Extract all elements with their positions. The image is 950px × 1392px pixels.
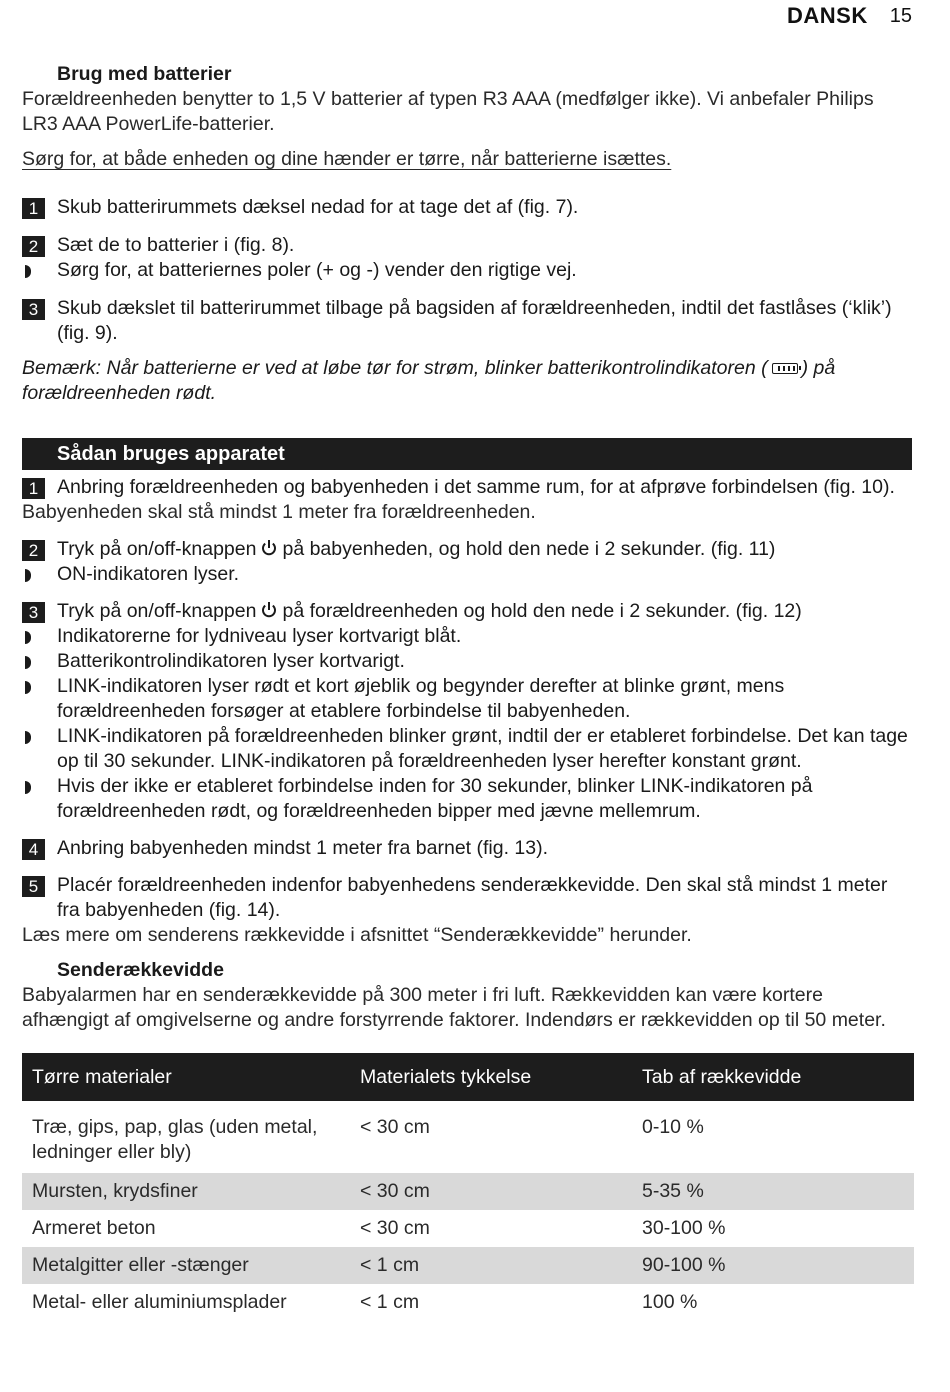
usage-step-5 xyxy=(22,873,912,923)
power-icon xyxy=(261,539,277,557)
table-row xyxy=(22,1284,914,1321)
language-label: DANSK xyxy=(787,3,868,28)
range-intro: Babyalarmen har en senderækkevidde på 300 meter i fri luft. Rækkevidden kan være kortere afhængigt af omgivelserne og andre forstyrrende faktorer. Indendørs er rækkevidden op til 50 meter. xyxy=(22,984,886,1031)
bullet-text: Batterikontrolindikatoren lyser kortvarigt. xyxy=(57,650,405,672)
step-text: Anbring babyenheden mindst 1 meter fra barnet (fig. 13). xyxy=(57,837,549,859)
usage-step-5-note: Læs mere om senderens rækkevidde i afsnittet “Senderækkevidde” herunder. xyxy=(22,924,692,946)
page-header xyxy=(787,0,950,32)
step-text: Anbring forældreenheden og babyenheden i det samme rum, for at afprøve forbindelsen (fig. 10). xyxy=(57,476,895,498)
table-row xyxy=(22,1210,914,1247)
usage-step-3 xyxy=(22,599,912,624)
table-cell: Træ, gips, pap, glas (uden metal, ledninger eller bly) xyxy=(32,1116,318,1163)
range-table xyxy=(22,1053,914,1321)
table-cell: Mursten, krydsfiner xyxy=(22,1173,350,1210)
table-cell: < 30 cm xyxy=(350,1173,632,1210)
table-cell: 100 % xyxy=(642,1291,698,1313)
bullet-marker-icon xyxy=(25,681,31,694)
table-row xyxy=(22,1101,914,1173)
battery-step-1 xyxy=(22,195,912,220)
table-cell: Metalgitter eller -stænger xyxy=(22,1247,350,1284)
usage-step-3-bullet xyxy=(22,674,912,724)
column-header: Tørre materialer xyxy=(22,1053,350,1101)
usage-section-heading: Sådan bruges apparatet xyxy=(22,438,912,470)
usage-step-3-bullet xyxy=(22,624,912,649)
step-number: 3 xyxy=(22,299,45,320)
bullet-marker-icon xyxy=(25,781,31,794)
table-row xyxy=(22,1173,914,1210)
battery-level-icon xyxy=(772,363,798,374)
bullet-marker-icon xyxy=(25,631,31,644)
batteries-heading: Brug med batterier xyxy=(57,63,232,85)
note-text-after: ) på forældreenheden rødt. xyxy=(22,357,836,404)
usage-step-3-bullet xyxy=(22,649,912,674)
bullet-text: LINK-indikatoren på forældreenheden blinker grønt, indtil der er etableret forbindelse. Det kan tage op til 30 sekunder. LINK-indikatoren på forældreenheden lyser herefter konstant grønt. xyxy=(57,725,908,772)
usage-step-4 xyxy=(22,836,912,861)
step-text: Placér forældreenheden indenfor babyenhedens senderækkevidde. Den skal stå mindst 1 meter fra babyenheden (fig. 14). xyxy=(57,874,888,921)
step-text-before: Tryk på on/off-knappen xyxy=(57,538,257,560)
step-text: Skub batterirummets dæksel nedad for at tage det af (fig. 7). xyxy=(57,196,579,218)
bullet-marker-icon xyxy=(25,731,31,744)
bullet-marker-icon xyxy=(25,265,31,278)
power-icon xyxy=(261,601,277,619)
bullet-marker-icon xyxy=(25,656,31,669)
column-header: Materialets tykkelse xyxy=(350,1053,632,1101)
usage-step-2-bullet xyxy=(22,562,912,587)
table-cell: 0-10 % xyxy=(642,1116,704,1138)
usage-step-1-note: Babyenheden skal stå mindst 1 meter fra forældreenheden. xyxy=(22,501,536,523)
bullet-text: Hvis der ikke er etableret forbindelse inden for 30 sekunder, blinker LINK-indikatoren på forældreenheden rødt, og forældreenheden bipper med jævne mellemrum. xyxy=(57,775,813,822)
range-heading: Senderækkevidde xyxy=(57,959,224,981)
battery-step-3 xyxy=(22,296,912,346)
step-number: 2 xyxy=(22,540,45,561)
battery-step-2 xyxy=(22,233,912,258)
table-cell: < 30 cm xyxy=(360,1217,430,1239)
table-cell: Armeret beton xyxy=(32,1217,156,1239)
page-number: 15 xyxy=(889,4,912,27)
table-cell: < 1 cm xyxy=(360,1291,420,1313)
usage-step-1 xyxy=(22,475,912,500)
battery-note xyxy=(22,356,912,406)
table-cell: 30-100 % xyxy=(642,1217,726,1239)
usage-step-3-bullet xyxy=(22,774,912,824)
table-header-row xyxy=(22,1053,914,1101)
bullet-marker-icon xyxy=(25,569,31,582)
table-cell: 5-35 % xyxy=(632,1173,914,1210)
step-number: 1 xyxy=(22,478,45,499)
step-number: 2 xyxy=(22,236,45,257)
step-number: 3 xyxy=(22,602,45,623)
table-cell: 90-100 % xyxy=(632,1247,914,1284)
bullet-text: LINK-indikatoren lyser rødt et kort øjeblik og begynder derefter at blinke grønt, mens forældreenheden forsøger at etablere forbindelse til babyenheden. xyxy=(57,675,785,722)
step-text-after: på forældreenheden og hold den nede i 2 sekunder. (fig. 12) xyxy=(282,600,802,622)
batteries-warning: Sørg for, at både enheden og dine hænder er tørre, når batterierne isættes. xyxy=(22,148,672,170)
usage-step-3-bullet xyxy=(22,724,912,774)
table-cell: < 30 cm xyxy=(360,1116,430,1138)
table-cell: Metal- eller aluminiumsplader xyxy=(32,1291,287,1313)
bullet-text: ON-indikatoren lyser. xyxy=(57,563,240,585)
column-header: Tab af rækkevidde xyxy=(632,1053,914,1101)
usage-step-2 xyxy=(22,537,912,562)
step-number: 4 xyxy=(22,839,45,860)
bullet-text: Indikatorerne for lydniveau lyser kortvarigt blåt. xyxy=(57,625,462,647)
step-text-before: Tryk på on/off-knappen xyxy=(57,600,257,622)
step-text-after: på babyenheden, og hold den nede i 2 sekunder. (fig. 11) xyxy=(282,538,776,560)
battery-step-2-bullet xyxy=(22,258,912,283)
step-text: Sæt de to batterier i (fig. 8). xyxy=(57,234,295,256)
batteries-intro: Forældreenheden benytter to 1,5 V batterier af typen R3 AAA (medfølger ikke). Vi anbefaler Philips LR3 AAA PowerLife-batterier. xyxy=(22,88,874,135)
table-row xyxy=(22,1247,914,1284)
note-text-before: Bemærk: Når batterierne er ved at løbe tør for strøm, blinker batterikontrolindikatoren ( xyxy=(22,357,768,379)
step-text: Skub dækslet til batterirummet tilbage på bagsiden af forældreenheden, indtil det fastlåses (‘klik’) (fig. 9). xyxy=(57,297,892,344)
bullet-text: Sørg for, at batteriernes poler (+ og -) vender den rigtige vej. xyxy=(57,259,577,281)
step-number: 5 xyxy=(22,876,45,897)
table-cell: < 1 cm xyxy=(350,1247,632,1284)
page-content xyxy=(22,62,912,1321)
step-number: 1 xyxy=(22,198,45,219)
